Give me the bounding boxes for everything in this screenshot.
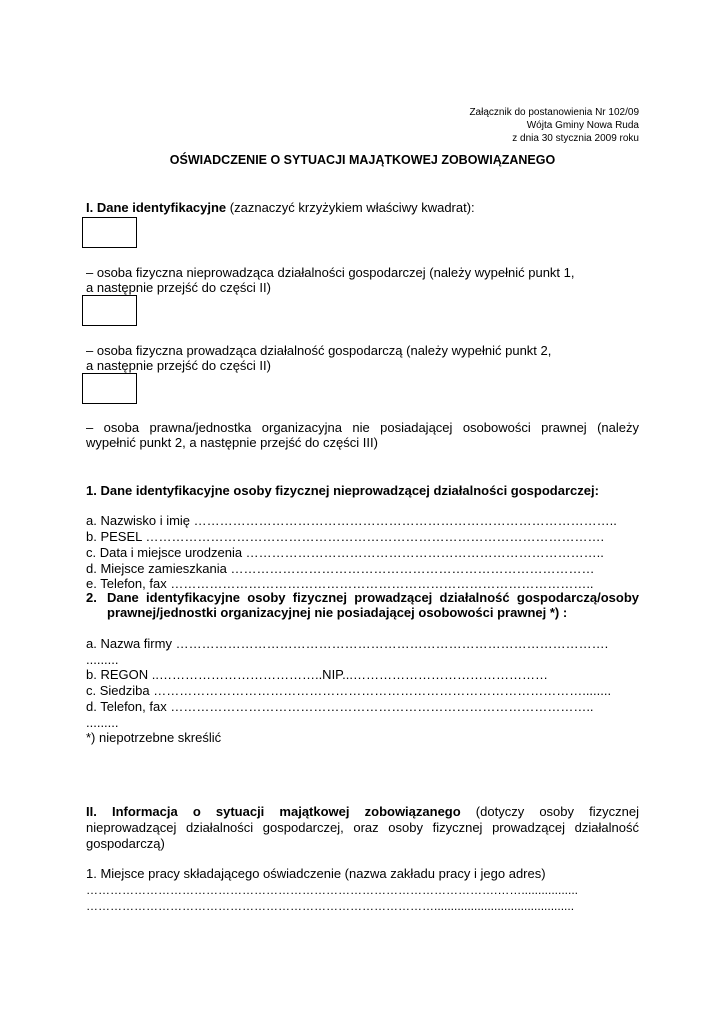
checkbox-natural-person-no-business[interactable] bbox=[82, 217, 137, 248]
field-company-phone-fax[interactable]: d. Telefon, fax …………………………………………………………………………………….. bbox=[86, 699, 594, 714]
field-residence[interactable]: d. Miejsce zamieszkania ………………………………………………………………………… bbox=[86, 561, 595, 576]
field-name-surname[interactable]: a. Nazwisko i imię …………………………………………………………………………………….. bbox=[86, 513, 617, 528]
field-company-name-continued[interactable]: ......... bbox=[86, 652, 119, 667]
point2-number: 2. bbox=[86, 590, 97, 605]
field-pesel[interactable]: b. PESEL ……………………………………………………………………………………………. bbox=[86, 529, 605, 544]
footnote-strike-unnecessary: *) niepotrzebne skreślić bbox=[86, 730, 222, 745]
checkbox-natural-person-business[interactable] bbox=[82, 295, 137, 326]
field-headquarters[interactable]: c. Siedziba ………………………………………………………………………………………........ bbox=[86, 683, 612, 698]
field-regon-nip[interactable]: b. REGON ..………………………………..NIP...……………………………………… bbox=[86, 667, 549, 682]
section1-heading-note: (zaznaczyć krzyżykiem właściwy kwadrat): bbox=[226, 200, 475, 215]
document-title: OŚWIADCZENIE O SYTUACJI MAJĄTKOWEJ ZOBOWIĄZANEGO bbox=[169, 153, 556, 167]
item1-workplace-label: 1. Miejsce pracy składającego oświadczenie (nazwa zakładu pracy i jego adres) bbox=[86, 866, 546, 881]
field-phone-fax[interactable]: e. Telefon, fax …………………………………………………………………………………….. bbox=[86, 576, 594, 591]
section2-heading-line2: nieprowadzącej działalności gospodarczej, oraz osoby fizycznej prowadzącej działalność bbox=[86, 820, 639, 835]
option1-text-line2: a następnie przejść do części II) bbox=[86, 280, 271, 295]
header-date-line: z dnia 30 stycznia 2009 roku bbox=[512, 133, 639, 144]
field-birth-date-place[interactable]: c. Data i miejsce urodzenia ……………………………………………………………………….. bbox=[86, 545, 604, 560]
option3-text-line2: wypełnić punkt 2, a następnie przejść do części III) bbox=[86, 435, 378, 450]
field-workplace-line2[interactable]: …………………………………………………………………………….......................................... bbox=[86, 899, 575, 913]
field-company-name[interactable]: a. Nazwa firmy ………………………………………………………………………………………. bbox=[86, 636, 609, 651]
option2-text-line2: a następnie przejść do części II) bbox=[86, 358, 271, 373]
field-workplace-line1[interactable]: ………………………………………………………………………………………….……................. bbox=[86, 883, 579, 897]
header-authority-line: Wójta Gminy Nowa Ruda bbox=[526, 120, 639, 131]
section1-heading bbox=[86, 200, 475, 216]
point1-heading: 1. Dane identyfikacyjne osoby fizycznej nieprowadzącej działalności gospodarczej: bbox=[86, 483, 599, 498]
option2-text-line1: – osoba fizyczna prowadząca działalność gospodarczą (należy wypełnić punkt 2, bbox=[86, 343, 552, 358]
section2-heading-line1 bbox=[86, 804, 639, 820]
option3-text-line1: – osoba prawna/jednostka organizacyjna nie posiadającej osobowości prawnej (należy bbox=[86, 420, 639, 435]
option1-text-line1: – osoba fizyczna nieprowadząca działalności gospodarczej (należy wypełnić punkt 1, bbox=[86, 265, 575, 280]
header-attachment-line: Załącznik do postanowienia Nr 102/09 bbox=[469, 107, 639, 118]
point2-heading-line1: Dane identyfikacyjne osoby fizycznej prowadzącej działalność gospodarczą/osoby bbox=[107, 590, 639, 605]
point2-heading-line2: prawnej/jednostki organizacyjnej nie posiadającej osobowości prawnej *) : bbox=[107, 605, 568, 620]
section2-heading-note: (dotyczy osoby fizycznej bbox=[460, 804, 639, 819]
section2-heading-bold: II. Informacja o sytuacji majątkowej zobowiązanego bbox=[86, 804, 461, 819]
field-company-phone-continued[interactable]: ......... bbox=[86, 715, 119, 730]
checkbox-legal-entity[interactable] bbox=[82, 373, 137, 404]
section2-heading-line3: gospodarczą) bbox=[86, 836, 165, 851]
section1-heading-bold: I. Dane identyfikacyjne bbox=[86, 200, 227, 215]
